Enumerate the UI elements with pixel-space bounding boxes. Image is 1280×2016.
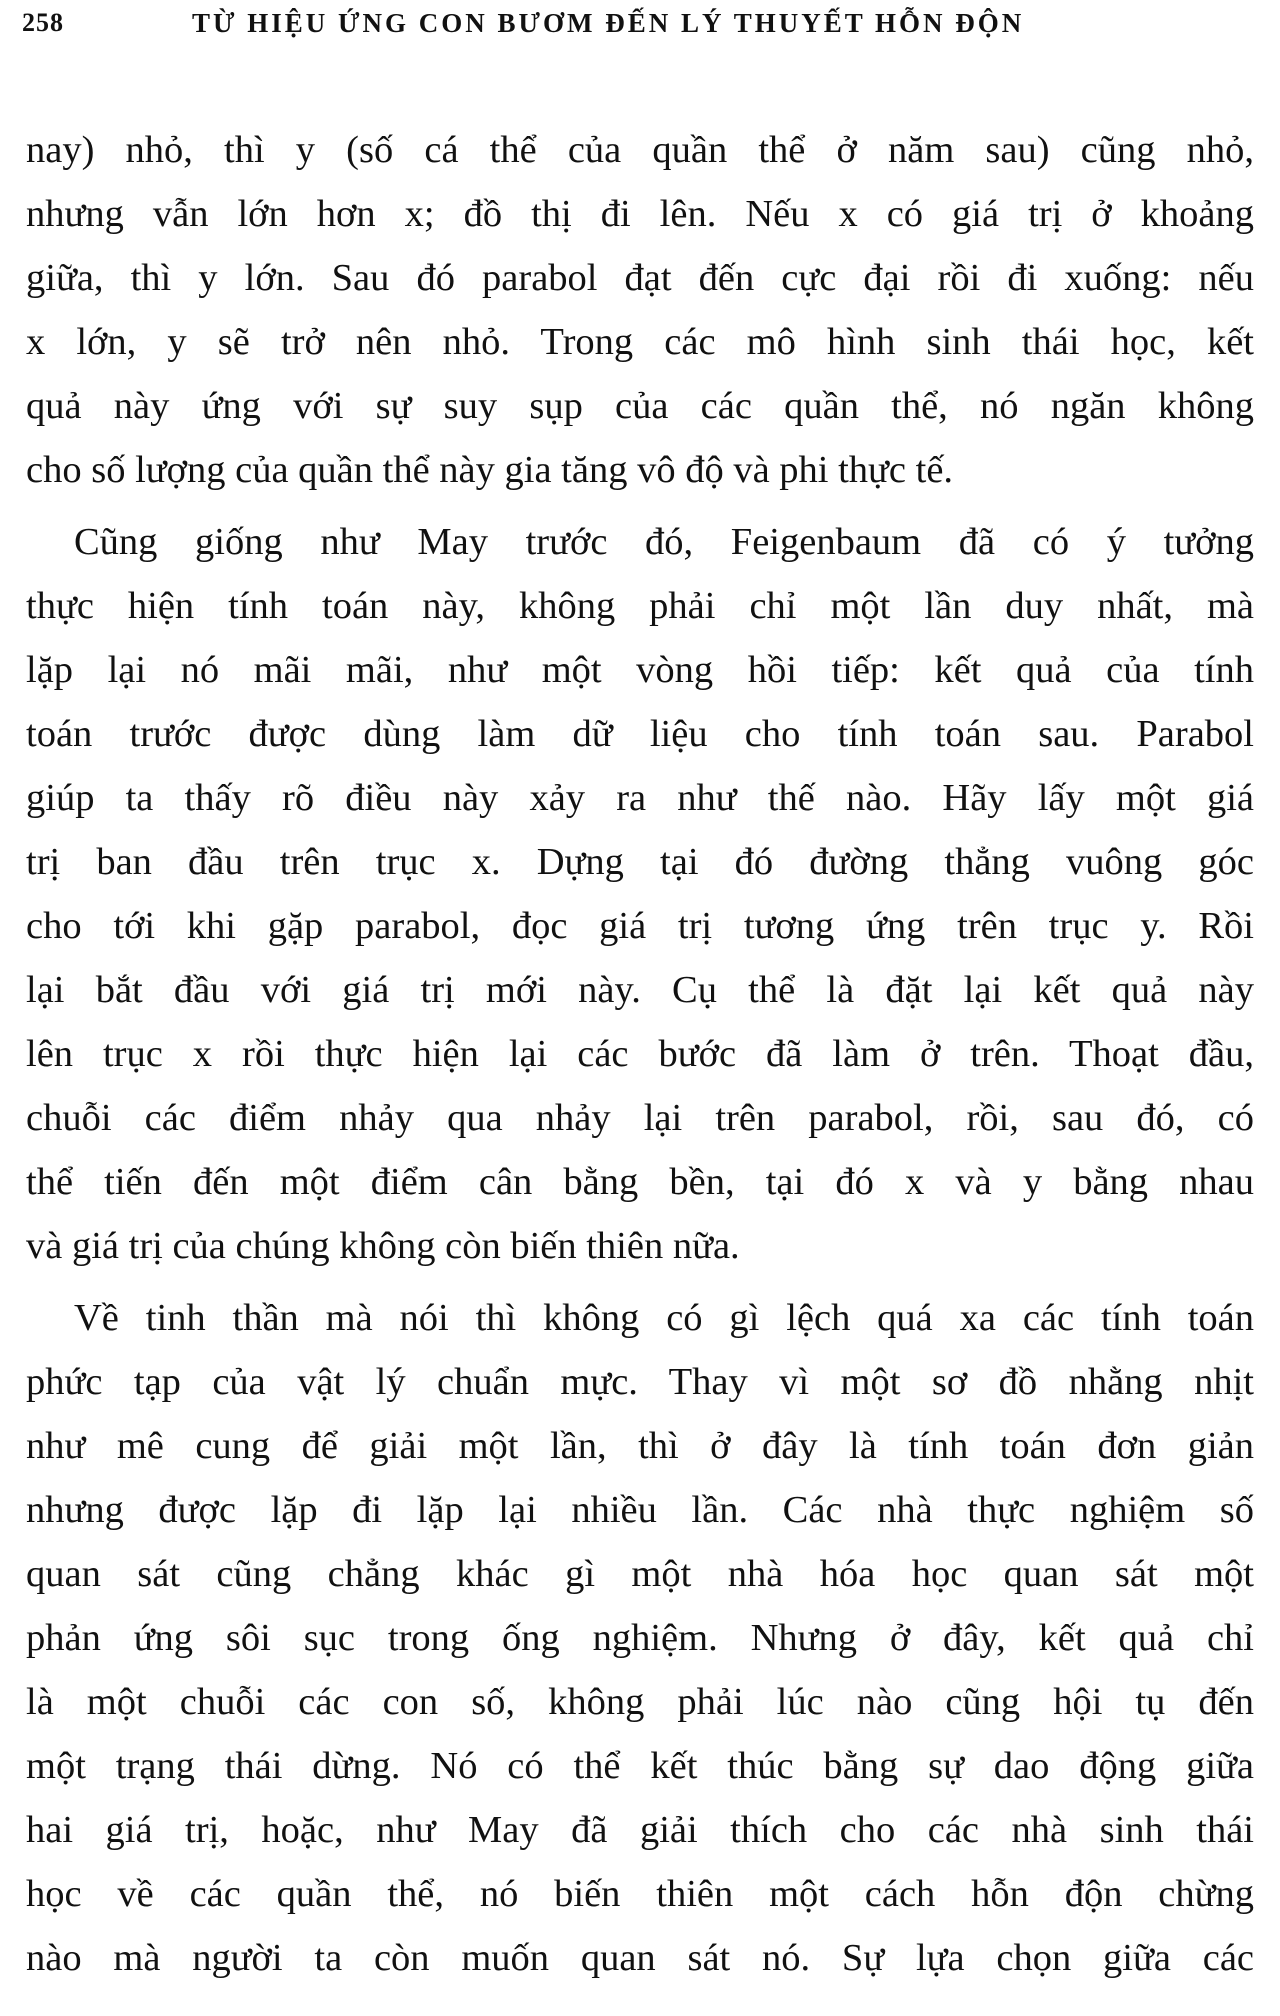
text-line: lặp lại nó mãi mãi, như một vòng hồi tiếp: kết quả của tính [26, 649, 1254, 691]
text-line: và giá trị của chúng không còn biến thiên nữa. [26, 1225, 740, 1267]
paragraph-2 [26, 510, 1254, 1278]
text-line: x lớn, y sẽ trở nên nhỏ. Trong các mô hình sinh thái học, kết [26, 321, 1254, 363]
text-line: một trạng thái dừng. Nó có thể kết thúc bằng sự dao động giữa [26, 1745, 1254, 1787]
text-line: giúp ta thấy rõ điều này xảy ra như thế nào. Hãy lấy một giá [26, 777, 1254, 819]
text-line: giữa, thì y lớn. Sau đó parabol đạt đến cực đại rồi đi xuống: nếu [26, 257, 1254, 299]
text-line: như mê cung để giải một lần, thì ở đây là tính toán đơn giản [26, 1425, 1254, 1467]
text-line: học về các quần thể, nó biến thiên một cách hỗn độn chừng [26, 1873, 1254, 1915]
text-line: nhưng được lặp đi lặp lại nhiều lần. Các nhà thực nghiệm số [26, 1489, 1254, 1531]
text-line: phản ứng sôi sục trong ống nghiệm. Nhưng ở đây, kết quả chỉ [26, 1617, 1254, 1659]
text-line: cho số lượng của quần thể này gia tăng vô độ và phi thực tế. [26, 449, 954, 491]
running-head [22, 8, 1260, 52]
text-line: lại bắt đầu với giá trị mới này. Cụ thể là đặt lại kết quả này [26, 969, 1254, 1011]
text-line: hai giá trị, hoặc, như May đã giải thích cho các nhà sinh thái [26, 1809, 1254, 1851]
text-line: Cũng giống như May trước đó, Feigenbaum đã có ý tưởng [74, 521, 1254, 563]
paragraph-1 [26, 118, 1254, 502]
text-line: Về tinh thần mà nói thì không có gì lệch quá xa các tính toán [74, 1297, 1254, 1339]
text-line: quả này ứng với sự suy sụp của các quần thể, nó ngăn không [26, 385, 1254, 427]
text-line: phức tạp của vật lý chuẩn mực. Thay vì một sơ đồ nhằng nhịt [26, 1361, 1254, 1403]
text-line: quan sát cũng chẳng khác gì một nhà hóa học quan sát một [26, 1553, 1254, 1595]
page-number: 258 [22, 8, 64, 37]
text-line: toán trước được dùng làm dữ liệu cho tính toán sau. Parabol [26, 713, 1254, 755]
text-line: thực hiện tính toán này, không phải chỉ một lần duy nhất, mà [26, 585, 1254, 627]
text-line: nay) nhỏ, thì y (số cá thể của quần thể ở năm sau) cũng nhỏ, [26, 129, 1254, 171]
paragraph-3 [26, 1286, 1254, 1990]
running-title: TỪ HIỆU ỨNG CON BƯƠM ĐẾN LÝ THUYẾT HỖN ĐỘN [192, 8, 1025, 38]
text-line: chuỗi các điểm nhảy qua nhảy lại trên parabol, rồi, sau đó, có [26, 1097, 1254, 1139]
text-line: cho tới khi gặp parabol, đọc giá trị tương ứng trên trục y. Rồi [26, 905, 1254, 947]
text-line: là một chuỗi các con số, không phải lúc nào cũng hội tụ đến [26, 1681, 1254, 1723]
text-line: trị ban đầu trên trục x. Dựng tại đó đường thẳng vuông góc [26, 841, 1254, 883]
text-line: lên trục x rồi thực hiện lại các bước đã làm ở trên. Thoạt đầu, [26, 1033, 1254, 1075]
text-line: thể tiến đến một điểm cân bằng bền, tại đó x và y bằng nhau [26, 1161, 1254, 1203]
body-text [26, 118, 1254, 1990]
text-line: nhưng vẫn lớn hơn x; đồ thị đi lên. Nếu x có giá trị ở khoảng [26, 193, 1254, 235]
text-line: nào mà người ta còn muốn quan sát nó. Sự lựa chọn giữa các [26, 1937, 1254, 1979]
